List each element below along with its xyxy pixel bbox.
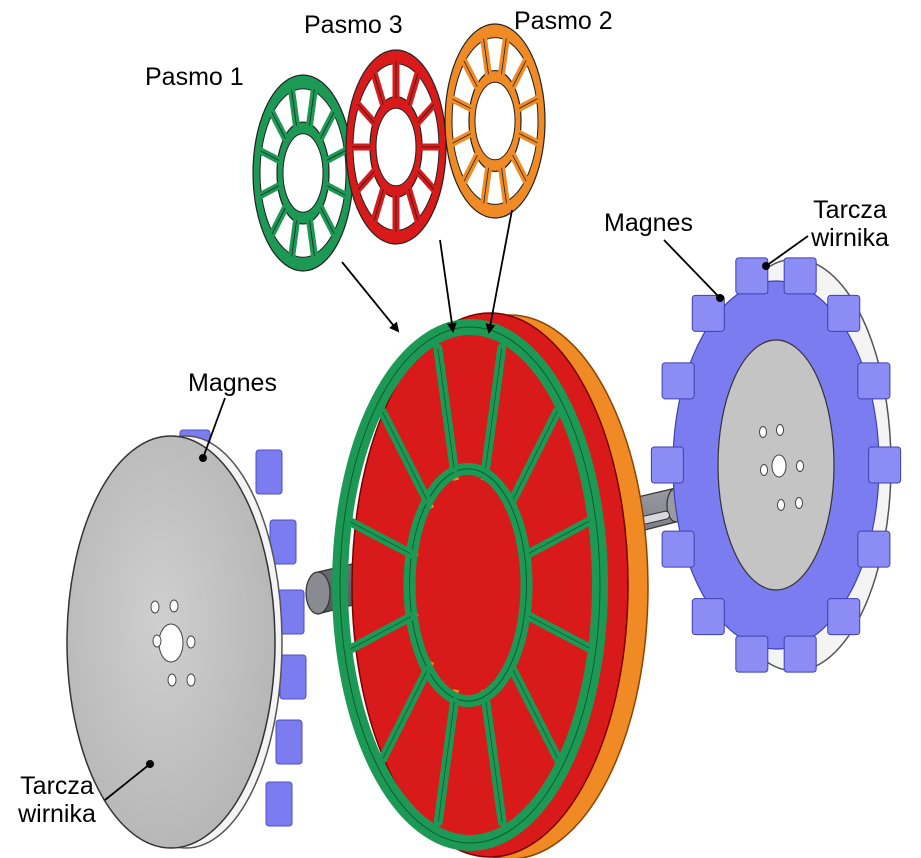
- label-pasmo-1: Pasmo 1: [145, 63, 244, 91]
- phase-3-ring-hole: [376, 108, 416, 186]
- right-magnet-block: [828, 599, 860, 635]
- right-magnet-block: [858, 363, 890, 399]
- right-magnet-block: [869, 447, 901, 483]
- right-magnet-block: [736, 258, 768, 294]
- stator-stack: [340, 313, 648, 858]
- right-magnet-block: [692, 599, 724, 635]
- right-magnet-block: [662, 363, 694, 399]
- label-tarcza-wirnika-right: [804, 196, 896, 252]
- phase-2-ring: [445, 24, 545, 218]
- label-tarcza-wirnika-left: [12, 772, 102, 828]
- right-magnet-block: [651, 447, 683, 483]
- phase-2-ring-hole: [475, 82, 515, 160]
- arrow-pasmo3: [440, 240, 453, 331]
- label-pasmo-2: Pasmo 2: [514, 7, 613, 35]
- label-tarcza-left-line1: Tarcza: [20, 772, 94, 800]
- phase-1-ring: [253, 75, 353, 271]
- right-magnet-block: [858, 531, 890, 567]
- phase-3-ring: [346, 50, 446, 244]
- label-pasmo-3: Pasmo 3: [304, 11, 403, 39]
- phase-1-ring-hole: [283, 134, 323, 212]
- left-rotor-assembly: [67, 430, 306, 848]
- right-magnet-block: [662, 531, 694, 567]
- leader-magnes-right: [664, 240, 720, 298]
- label-tarcza-right-line2: wirnika: [811, 224, 889, 252]
- label-tarcza-right-line1: Tarcza: [813, 196, 887, 224]
- right-magnet-block: [828, 295, 860, 331]
- label-magnes-right: Magnes: [604, 209, 693, 237]
- right-magnet-block: [736, 636, 768, 672]
- label-tarcza-left-line2: wirnika: [18, 800, 96, 828]
- arrow-pasmo1: [342, 262, 398, 331]
- right-magnet-block: [784, 636, 816, 672]
- right-rotor-assembly: [651, 258, 900, 672]
- right-magnet-block: [784, 258, 816, 294]
- label-magnes-left: Magnes: [188, 369, 277, 397]
